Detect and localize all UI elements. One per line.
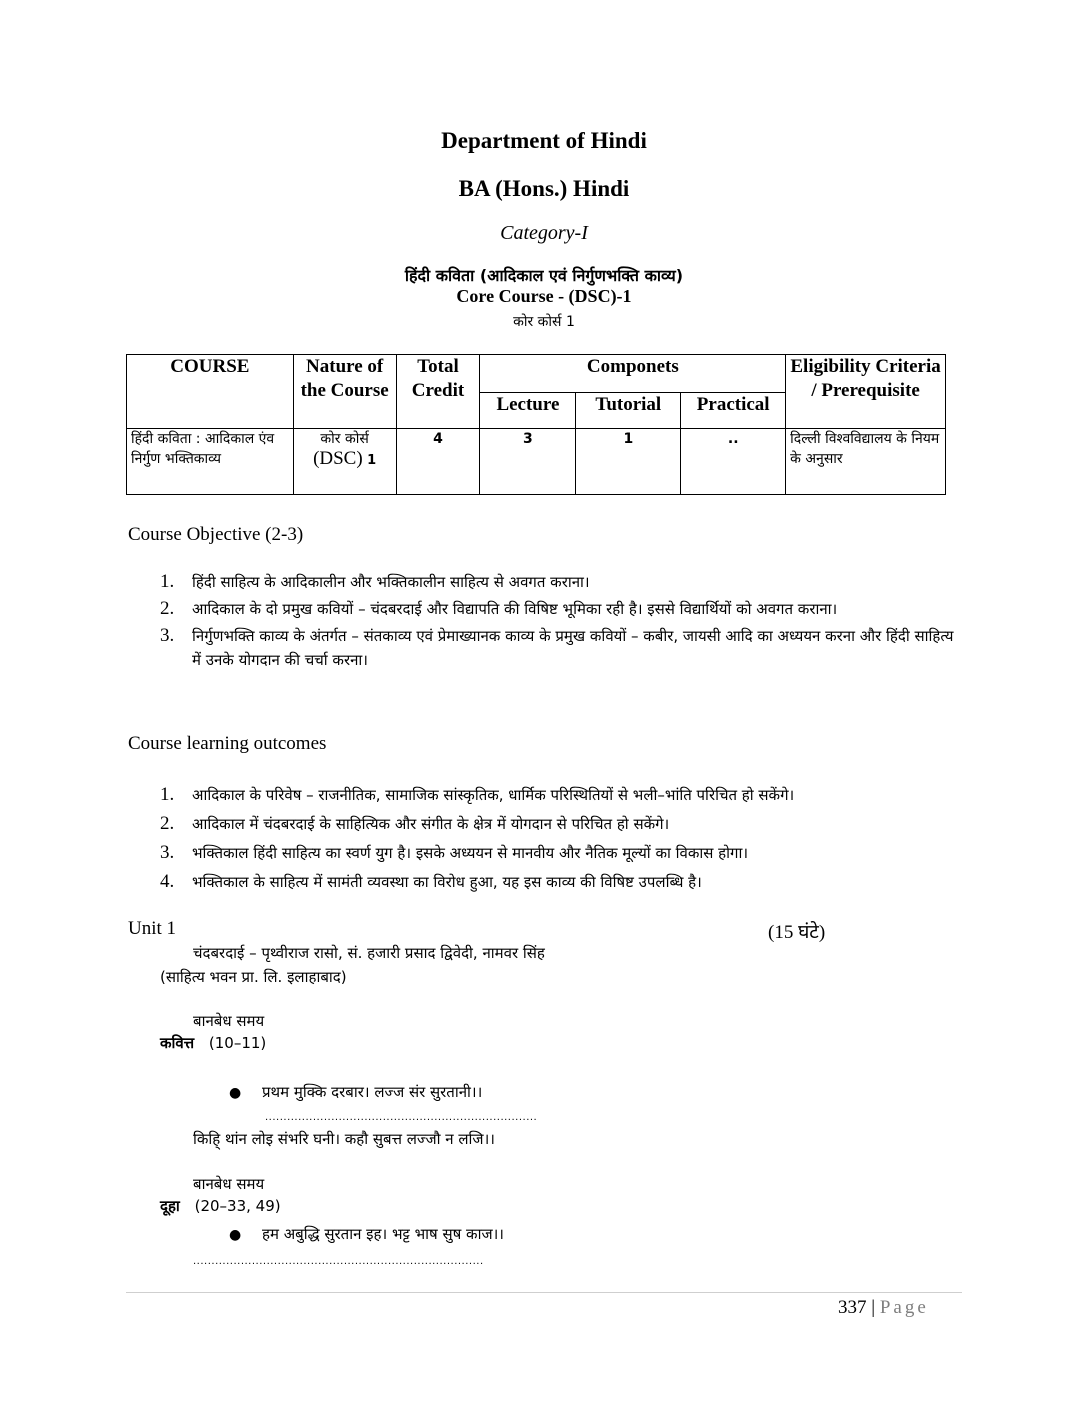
header-eligibility: Eligibility Criteria / Prerequisite	[786, 355, 946, 429]
header-lecture: Lecture	[480, 393, 576, 429]
section1-bullet-text: प्रथम मुक्कि दरबार। लज्ज संर सुरतानी।।	[262, 1083, 483, 1101]
section1-title: बानबेध समय	[193, 1012, 265, 1030]
list-item	[160, 783, 960, 807]
list-text: आदिकाल के परिवेष – राजनीतिक, सामाजिक सांस्कृतिक, धार्मिक परिस्थितियों से भली–भांति परिचित हो सकेंगे।	[192, 786, 795, 804]
cell-nature-num: 1	[367, 453, 377, 468]
header-tutorial: Tutorial	[576, 393, 681, 429]
section2-bullet-text: हम अबुद्धि सुरतान इह। भट्ट भाष सुष काज।।	[262, 1225, 504, 1243]
list-number: 3.	[160, 625, 175, 646]
list-item	[160, 841, 960, 865]
cell-lecture: 3	[480, 429, 576, 495]
header-nature: Nature of the Course	[293, 355, 396, 429]
cell-credit: 4	[396, 429, 480, 495]
bullet-icon: ●	[229, 1227, 242, 1243]
unit-source-line1: चंदबरदाई – पृथ्वीराज रासो, सं. हजारी प्रसाद द्विवेदी, नामवर सिंह	[193, 944, 545, 962]
section1-label: कवित्त	[160, 1034, 195, 1052]
header-components: Componets	[480, 355, 786, 393]
category-label: Category-I	[500, 222, 588, 244]
cell-nature-hindi: कोर कोर्स	[320, 431, 369, 447]
cell-practical: ..	[681, 429, 786, 495]
list-text: भक्तिकाल हिंदी साहित्य का स्वर्ण युग है। इसके अध्ययन से मानवीय और नैतिक मूल्यों का विकास होगा।	[192, 844, 749, 862]
header-course: COURSE	[127, 355, 294, 429]
course-title-hindi: हिंदी कविता (आदिकाल एवं निर्गुणभक्ति काव्य)	[404, 266, 684, 285]
list-item	[160, 812, 960, 836]
list-item	[160, 870, 960, 894]
page-footer	[838, 1297, 929, 1319]
section1-end-line: किहि् थांन लोइ संभरि घनी। कहौ सुबत्त लज्जौ न लजि।।	[193, 1130, 495, 1148]
section2-verse	[229, 1224, 504, 1244]
section1-verse	[229, 1082, 482, 1102]
section2-heading	[160, 1196, 281, 1216]
section2-ellipsis: ...............................................................................	[193, 1256, 484, 1267]
bullet-icon: ●	[229, 1085, 242, 1101]
department-title: Department of Hindi	[441, 128, 647, 153]
list-text: निर्गुणभक्ति काव्य के अंतर्गत – संतकाव्य एवं प्रेमाख्यानक काव्य के प्रमुख कवियों – कबीर, जायसी आदि का अध्ययन करना और हिंदी साहित्य में उनके योगदान की चर्चा करना।	[192, 627, 954, 669]
page-label: Page	[879, 1297, 929, 1318]
list-item	[160, 597, 960, 621]
header-credit: Total Credit	[396, 355, 480, 429]
list-number: 1.	[160, 571, 175, 592]
list-number: 3.	[160, 842, 175, 863]
section1-ellipsis: ..........................................................................	[265, 1112, 538, 1123]
list-number: 1.	[160, 784, 175, 805]
course-table	[126, 354, 946, 495]
section1-range: (10–11)	[208, 1034, 267, 1052]
list-item	[160, 570, 960, 594]
list-number: 2.	[160, 598, 175, 619]
core-course-label: Core Course - (DSC)-1	[456, 286, 632, 306]
section2-title: बानबेध समय	[193, 1175, 265, 1193]
header-practical: Practical	[681, 393, 786, 429]
list-text: भक्तिकाल के साहित्य में सामंती व्यवस्था का विरोध हुआ, यह इस काव्य की विषिष्ट उपलब्धि है।	[192, 873, 702, 891]
unit-title: Unit 1	[128, 918, 177, 939]
list-number: 4.	[160, 871, 175, 892]
cell-eligibility: दिल्ली विश्वविद्यालय के नियम के अनुसार	[786, 429, 946, 495]
outcomes-heading: Course learning outcomes	[128, 733, 327, 754]
unit-hours: (15 घंटे)	[768, 922, 826, 943]
objective-list	[160, 570, 960, 675]
list-text: आदिकाल में चंदबरदाई के साहित्यिक और संगीत के क्षेत्र में योगदान से परिचित हो सकेंगे।	[192, 815, 670, 833]
list-text: आदिकाल के दो प्रमुख कवियों – चंदबरदाई और विद्यापति की विषिष्ट भूमिका रही है। इससे विद्यार्थियों को अवगत कराना।	[192, 600, 838, 618]
objective-heading: Course Objective (2-3)	[128, 524, 304, 545]
footer-divider	[126, 1292, 962, 1293]
cell-tutorial: 1	[576, 429, 681, 495]
cell-nature-code: (DSC)	[313, 448, 363, 469]
cell-course: हिंदी कविता : आदिकाल एंव निर्गुण भक्तिकाव्य	[127, 429, 294, 495]
section2-label: दूहा	[160, 1197, 180, 1215]
page-number: 337	[838, 1297, 867, 1318]
section1-heading	[160, 1033, 266, 1053]
page-separator: |	[871, 1297, 876, 1318]
list-text: हिंदी साहित्य के आदिकालीन और भक्तिकालीन साहित्य से अवगत कराना।	[192, 573, 590, 591]
programme-title: BA (Hons.) Hindi	[458, 176, 630, 201]
section2-range: (20–33, 49)	[194, 1197, 281, 1215]
core-course-hindi: कोर कोर्स 1	[513, 314, 575, 330]
list-number: 2.	[160, 813, 175, 834]
unit-source-line2: (साहित्य भवन प्रा. लि. इलाहाबाद)	[160, 968, 347, 986]
outcomes-list	[160, 783, 960, 899]
list-item	[160, 624, 960, 672]
cell-nature	[293, 429, 396, 495]
